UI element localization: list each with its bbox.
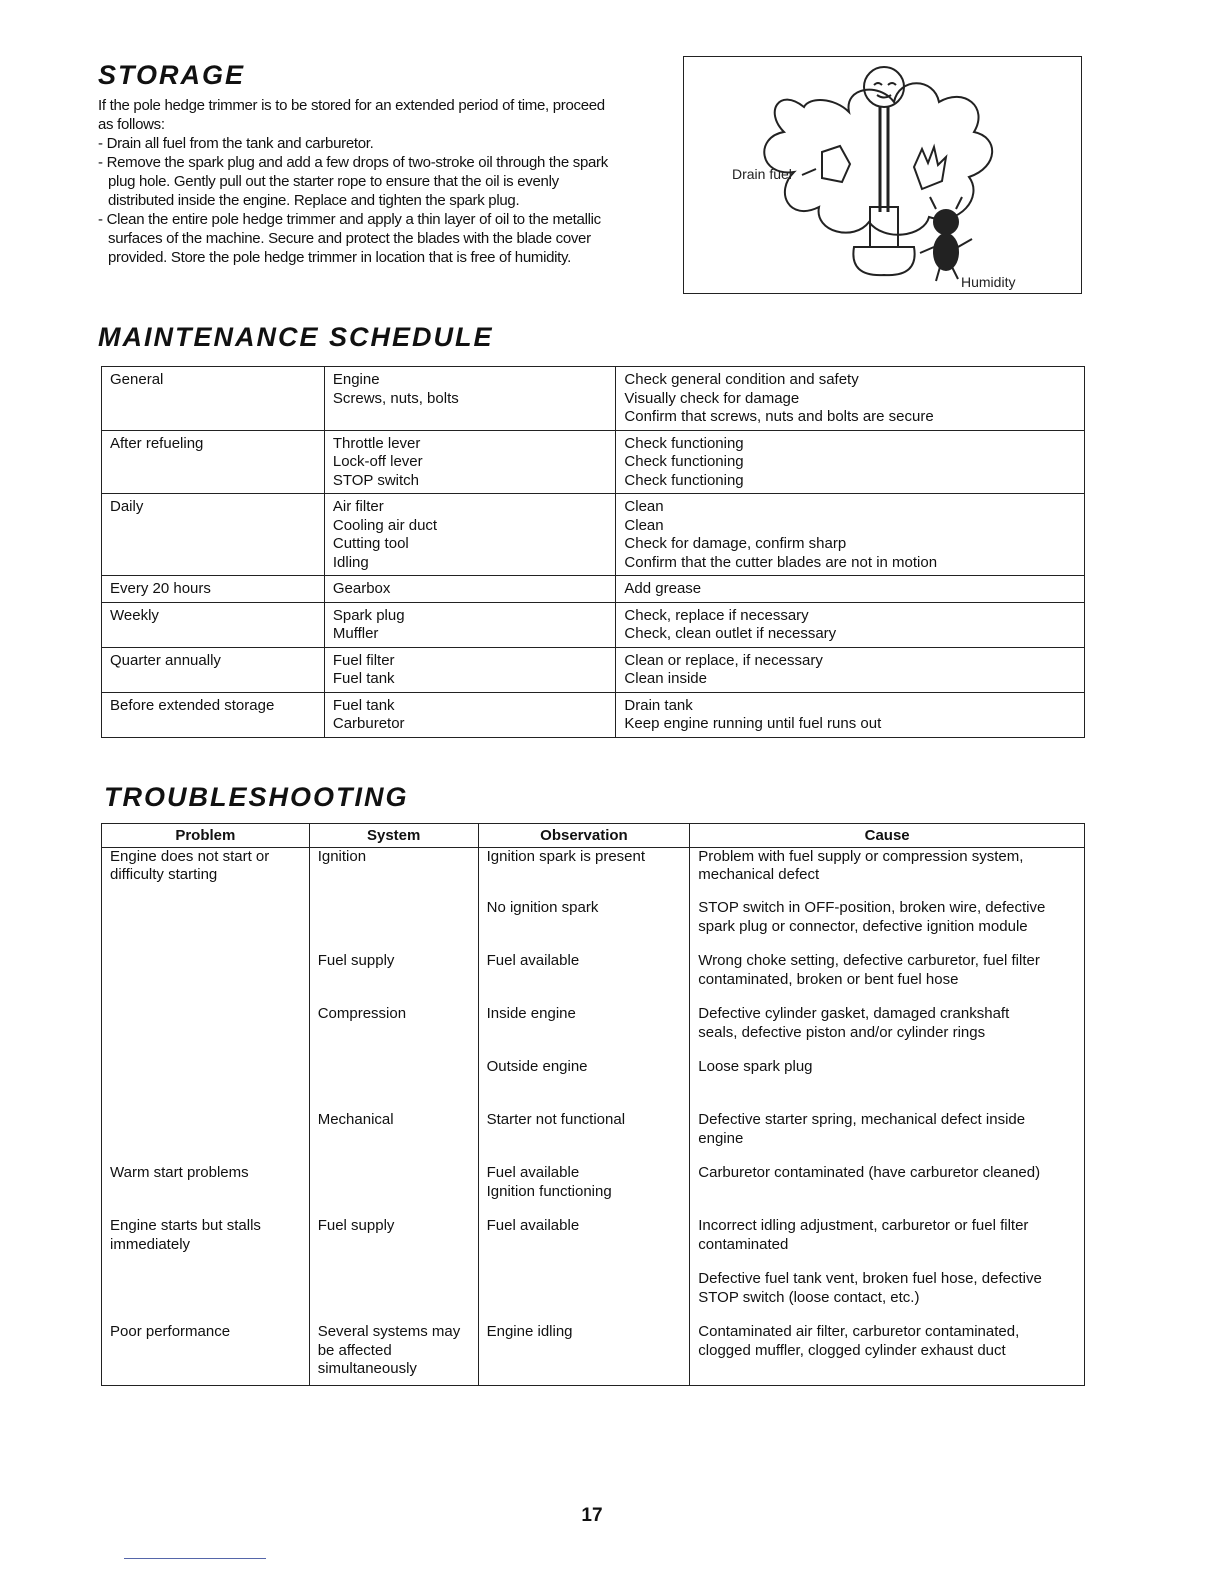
maintenance-table — [101, 366, 1085, 738]
trouble-problem — [102, 1058, 310, 1111]
trouble-cause: STOP switch in OFF-position, broken wire, defective spark plug or connector, defective ignition module — [690, 899, 1085, 952]
storage-line: - Drain all fuel from the tank and carburetor. — [98, 135, 374, 152]
trouble-problem: Poor performance — [102, 1323, 310, 1385]
maint-when: Every 20 hours — [102, 576, 325, 603]
trouble-problem: Engine starts but stalls immediately — [102, 1217, 310, 1270]
maint-items: Engine Screws, nuts, bolts — [324, 367, 616, 431]
trouble-problem — [102, 952, 310, 1005]
maint-actions: Check functioning Check functioning Check functioning — [616, 430, 1085, 494]
maint-when: General — [102, 367, 325, 431]
storage-line: provided. Store the pole hedge trimmer in location that is free of humidity. — [108, 249, 572, 266]
troubleshooting-table — [101, 823, 1085, 1386]
page-number: 17 — [581, 1505, 603, 1526]
trouble-observation: Fuel available Ignition functioning — [478, 1164, 690, 1217]
maint-actions: Check general condition and safety Visually check for damage Confirm that screws, nuts and bolts are secure — [616, 367, 1085, 431]
trouble-observation: Fuel available — [478, 952, 690, 1005]
table-row — [102, 602, 1085, 647]
maint-when: Daily — [102, 494, 325, 576]
maint-items: Air filter Cooling air duct Cutting tool Idling — [324, 494, 616, 576]
table-row — [102, 1323, 1085, 1385]
table-row — [102, 430, 1085, 494]
table-row — [102, 1058, 1085, 1111]
maintenance-heading: MAINTENANCE SCHEDULE — [98, 322, 494, 352]
trouble-cause: Defective fuel tank vent, broken fuel hose, defective STOP switch (loose contact, etc.) — [690, 1270, 1085, 1323]
table-header-row — [102, 824, 1085, 848]
trouble-cause: Problem with fuel supply or compression system, mechanical defect — [690, 847, 1085, 899]
table-row — [102, 1111, 1085, 1164]
storage-instructions — [98, 96, 668, 267]
trouble-system — [309, 1058, 478, 1111]
maint-items: Fuel tank Carburetor — [324, 692, 616, 737]
maint-actions: Check, replace if necessary Check, clean outlet if necessary — [616, 602, 1085, 647]
table-row — [102, 1164, 1085, 1217]
table-row — [102, 1270, 1085, 1323]
storage-line: - Remove the spark plug and add a few drops of two-stroke oil through the spark — [98, 154, 608, 171]
trouble-system — [309, 1270, 478, 1323]
storage-line: plug hole. Gently pull out the starter rope to ensure that the oil is evenly — [108, 173, 559, 190]
maint-actions: Clean or replace, if necessary Clean inside — [616, 647, 1085, 692]
storage-line: as follows: — [98, 116, 165, 133]
trouble-observation: Starter not functional — [478, 1111, 690, 1164]
column-header: Problem — [102, 824, 310, 848]
maint-items: Gearbox — [324, 576, 616, 603]
trouble-system: Fuel supply — [309, 1217, 478, 1270]
storage-line: surfaces of the machine. Secure and protect the blades with the blade cover — [108, 230, 591, 247]
table-row — [102, 647, 1085, 692]
trouble-cause: Defective cylinder gasket, damaged crankshaft seals, defective piston and/or cylinder rings — [690, 1005, 1085, 1058]
trouble-system: Compression — [309, 1005, 478, 1058]
trouble-observation: Inside engine — [478, 1005, 690, 1058]
table-row — [102, 952, 1085, 1005]
maint-items: Fuel filter Fuel tank — [324, 647, 616, 692]
trouble-system: Mechanical — [309, 1111, 478, 1164]
trouble-observation: Engine idling — [478, 1323, 690, 1385]
trouble-system: Several systems may be affected simultaneously — [309, 1323, 478, 1385]
table-row — [102, 494, 1085, 576]
table-row — [102, 576, 1085, 603]
storage-line: - Clean the entire pole hedge trimmer and apply a thin layer of oil to the metallic — [98, 211, 601, 228]
trouble-problem: Engine does not start or difficulty starting — [102, 847, 310, 899]
face-icon — [864, 67, 904, 107]
trouble-cause: Loose spark plug — [690, 1058, 1085, 1111]
trouble-system — [309, 1164, 478, 1217]
storage-heading: STORAGE — [98, 60, 246, 90]
storage-line: distributed inside the engine. Replace and tighten the spark plug. — [108, 192, 520, 209]
bug-icon — [934, 210, 958, 234]
trouble-problem: Warm start problems — [102, 1164, 310, 1217]
trouble-problem — [102, 899, 310, 952]
trouble-problem — [102, 1005, 310, 1058]
trouble-observation: Fuel available — [478, 1217, 690, 1270]
table-row — [102, 1217, 1085, 1270]
trouble-cause: Defective starter spring, mechanical defect inside engine — [690, 1111, 1085, 1164]
table-row — [102, 899, 1085, 952]
trouble-cause: Incorrect idling adjustment, carburetor or fuel filter contaminated — [690, 1217, 1085, 1270]
maint-when: Weekly — [102, 602, 325, 647]
trouble-observation: Ignition spark is present — [478, 847, 690, 899]
maint-actions: Add grease — [616, 576, 1085, 603]
footer-rule — [124, 1558, 266, 1559]
table-row — [102, 367, 1085, 431]
trouble-problem — [102, 1111, 310, 1164]
trouble-observation: No ignition spark — [478, 899, 690, 952]
hand-icon — [914, 147, 946, 189]
maint-items: Spark plug Muffler — [324, 602, 616, 647]
maint-items: Throttle lever Lock-off lever STOP switch — [324, 430, 616, 494]
column-header: System — [309, 824, 478, 848]
storage-illustration — [683, 56, 1082, 294]
trouble-system — [309, 899, 478, 952]
maint-when: Before extended storage — [102, 692, 325, 737]
trouble-observation: Outside engine — [478, 1058, 690, 1111]
trouble-cause: Wrong choke setting, defective carburetor, fuel filter contaminated, broken or bent fuel hose — [690, 952, 1085, 1005]
maint-when: Quarter annually — [102, 647, 325, 692]
trouble-problem — [102, 1270, 310, 1323]
maint-actions: Drain tank Keep engine running until fuel runs out — [616, 692, 1085, 737]
trouble-cause: Contaminated air filter, carburetor contaminated, clogged muffler, clogged cylinder exhaust duct — [690, 1323, 1085, 1385]
humidity-label: Humidity — [961, 274, 1016, 290]
table-row — [102, 692, 1085, 737]
trouble-system: Fuel supply — [309, 952, 478, 1005]
trouble-observation — [478, 1270, 690, 1323]
maint-actions: Clean Clean Check for damage, confirm sharp Confirm that the cutter blades are not in motion — [616, 494, 1085, 576]
storage-line: If the pole hedge trimmer is to be stored for an extended period of time, proceed — [98, 97, 605, 114]
table-row — [102, 1005, 1085, 1058]
maint-when: After refueling — [102, 430, 325, 494]
trimmer-storage-drawing — [684, 57, 1081, 293]
trouble-system: Ignition — [309, 847, 478, 899]
column-header: Cause — [690, 824, 1085, 848]
table-row — [102, 847, 1085, 899]
trouble-cause: Carburetor contaminated (have carburetor cleaned) — [690, 1164, 1085, 1217]
troubleshooting-heading: TROUBLESHOOTING — [104, 782, 409, 812]
fuel-can-icon — [822, 146, 850, 182]
drain-fuel-label: Drain fuel — [732, 166, 792, 182]
column-header: Observation — [478, 824, 690, 848]
